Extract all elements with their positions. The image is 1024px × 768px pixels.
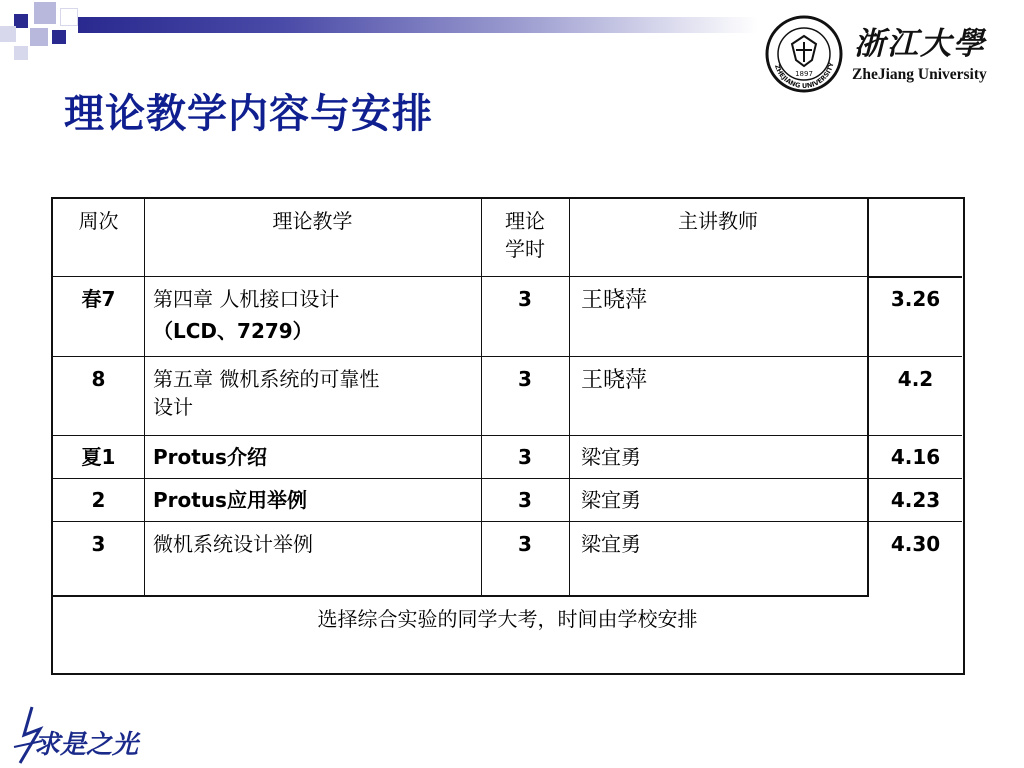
row-divider — [53, 478, 962, 479]
row1-date: 3.26 — [890, 287, 941, 311]
row3-hours: 3 — [518, 445, 532, 469]
row-divider — [53, 521, 962, 522]
schedule-table — [51, 197, 965, 675]
row2-date: 4.2 — [897, 367, 934, 391]
decor-square-5 — [52, 30, 66, 44]
col-divider — [569, 199, 570, 596]
seal-year: 1897 — [795, 70, 813, 78]
row4-date: 4.23 — [890, 488, 941, 512]
footer-logo-text: 求是之光 — [34, 730, 139, 760]
row1-hours: 3 — [518, 287, 532, 311]
row1-topic-line2: （LCD、7279） — [153, 319, 313, 343]
row2-hours: 3 — [518, 367, 532, 391]
row-divider — [53, 276, 869, 277]
note-divider — [53, 595, 869, 597]
row3-date: 4.16 — [890, 445, 941, 469]
row1-topic — [153, 285, 473, 345]
row5-teacher: 梁宜勇 — [581, 532, 641, 556]
row5-week: 3 — [91, 532, 106, 556]
row4-hours: 3 — [518, 488, 532, 512]
row3-topic: Protus介绍 — [153, 445, 267, 469]
row3-teacher: 梁宜勇 — [581, 445, 641, 469]
logo-english-name: ZheJiang University — [852, 66, 987, 83]
row4-topic: Protus应用举例 — [153, 488, 307, 512]
row-divider — [869, 276, 962, 278]
seal-text: ZHEJIANG UNIVERSITY — [772, 61, 836, 91]
row5-date: 4.30 — [890, 532, 941, 556]
row2-week: 8 — [91, 367, 106, 391]
row-divider — [53, 356, 962, 357]
header-gradient-bar — [78, 17, 758, 33]
header-hours — [481, 207, 569, 263]
row2-topic — [153, 365, 473, 421]
decor-square-3 — [60, 8, 78, 26]
header-week: 周次 — [78, 209, 119, 233]
row5-hours: 3 — [518, 532, 532, 556]
university-logo — [764, 14, 1020, 94]
decor-square-2 — [34, 2, 56, 24]
university-seal-icon — [764, 14, 844, 94]
row2-topic-line1: 第五章 微机系统的可靠性 — [153, 367, 380, 391]
decor-square-4 — [30, 28, 48, 46]
row3-week: 夏1 — [81, 445, 116, 469]
decor-square-1 — [14, 14, 28, 28]
header-theory: 理论教学 — [272, 209, 353, 233]
row2-teacher: 王晓萍 — [581, 368, 648, 393]
row2-topic-line2: 设计 — [153, 395, 193, 419]
row4-teacher: 梁宜勇 — [581, 488, 641, 512]
row-divider — [53, 435, 962, 436]
row1-topic-line1: 第四章 人机接口设计 — [153, 287, 340, 311]
header-hours-line1: 理论 — [505, 209, 545, 233]
row5-topic: 微机系统设计举例 — [153, 532, 313, 556]
col-divider — [144, 199, 145, 596]
decor-square-6 — [0, 26, 16, 42]
logo-chinese-name: 浙江大學 — [854, 26, 986, 62]
row1-teacher: 王晓萍 — [581, 288, 648, 313]
row1-week: 春7 — [81, 287, 116, 311]
slide-title: 理论教学内容与安排 — [64, 91, 433, 137]
row4-week: 2 — [91, 488, 106, 512]
table-note: 选择综合实验的同学大考，时间由学校安排 — [317, 607, 698, 631]
decor-square-7 — [14, 46, 28, 60]
header-teacher: 主讲教师 — [678, 209, 758, 233]
header-hours-line2: 学时 — [505, 237, 545, 261]
